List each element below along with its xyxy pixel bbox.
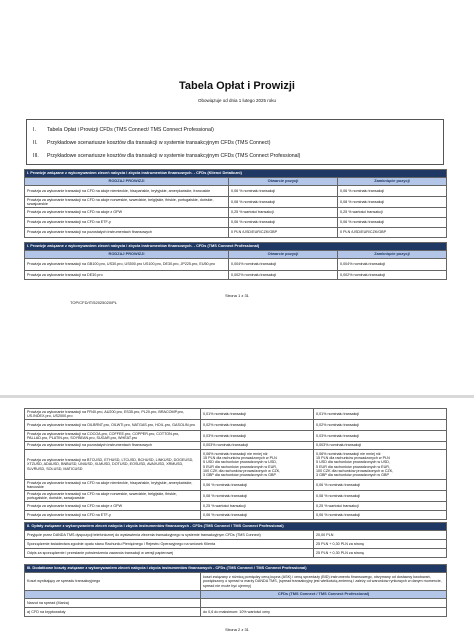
table-row bbox=[25, 540, 447, 549]
table-cell: 0,06 % nominału transakcji bbox=[314, 480, 447, 491]
table-cell: 0,004% nominału transakcji bbox=[338, 259, 447, 271]
table-cell: 0,06 % nominału transakcji bbox=[201, 480, 314, 491]
toc-item-2[interactable] bbox=[33, 140, 270, 146]
table-cell: 0,03% nominału transakcji bbox=[201, 431, 314, 442]
table-row bbox=[25, 409, 447, 420]
table-cell: Prowizja za wykonanie transakcji na CFD na ETF-y bbox=[25, 218, 229, 228]
commission-table-retail bbox=[24, 169, 447, 238]
table-cell: Prowizja za wykonanie transakcji na BTCUSD, ETHUSD, LTCUSD, BCHUSD, LINKUSD, DOGEUSD, XTZUSD, ADAUSD, BNBUSD, UNIUSD, XLMUSD, DOTUSD, EOSUSD, AVAXUSD, XRMUSD, SLVRUSD, SOLUSD, MATICUSD bbox=[25, 450, 201, 480]
table-cell: 0,06 % nominału transakcji bbox=[229, 218, 338, 228]
toc-number: I. bbox=[33, 127, 36, 133]
column-header: Zamknięcie pozycji bbox=[338, 251, 447, 259]
table-cell: Prowizja za wykonanie transakcji na DE30.pro bbox=[25, 271, 229, 280]
table-cell: 0,06 % nominału transakcji bbox=[338, 186, 447, 197]
table-cell: Prowizja za wykonanie transakcji na CFD na akcje niemieckie, hiszpańskie, brytyjskie, amerykańskie, francuskie bbox=[25, 480, 201, 491]
table-cell: koszt związany z różnicą pomiędzy ceną kupna (ASK) i ceną sprzedaży (BID) instrumentu finansowego, otrzymany od dostawcy kwotowań, powiększony o spread w marży DANDA TMS, (spread transakcyjny jest wielkością zmienną i zależy od warunków rynkowych w danym momencie, spread nie może być ujemny) bbox=[201, 573, 447, 591]
column-header bbox=[25, 591, 201, 599]
table-cell: a) CFD na kryptowaluty bbox=[25, 608, 201, 617]
table-row bbox=[25, 208, 447, 218]
table-cell: Prowizja za wykonanie transakcji na OILBRNT.pro, OILWTI.pro, NATGAS.pro, HOIL.pro, GASOLIN.pro bbox=[25, 420, 201, 431]
document-page-2 bbox=[0, 398, 474, 632]
table-row bbox=[25, 186, 447, 197]
column-header: Otwarcie pozycji bbox=[229, 178, 338, 186]
section-header bbox=[25, 565, 447, 573]
column-header: CFDs (TMS Connect / TMS Connect Professional) bbox=[201, 591, 447, 599]
table-row bbox=[25, 608, 447, 617]
table-cell: 0,003% nominału transakcji bbox=[201, 442, 314, 450]
column-header-row bbox=[25, 178, 447, 186]
table-cell: Narzut na spread (Marża) bbox=[25, 599, 201, 608]
table-cell bbox=[201, 599, 447, 608]
page-number: Strona 1 z 31 bbox=[225, 293, 249, 298]
table-cell: 0,06 % nominału transakcji bbox=[338, 218, 447, 228]
toc-text: Tabela Opłat i Prowizji CFDs (TMS Connect/ TMS Connect Professional) bbox=[47, 127, 214, 133]
table-cell: 0,03% nominału transakcji bbox=[314, 431, 447, 442]
table-cell: Prowizja za wykonanie transakcji na pozostałych instrumentach finansowych bbox=[25, 228, 229, 238]
column-header-row bbox=[25, 591, 447, 599]
table-row bbox=[25, 259, 447, 271]
table-cell: 0 PLN /USD/EUR/CZK/GBP bbox=[338, 228, 447, 238]
table-cell: Prowizja za wykonanie transakcji na FR40.pro, AU200.pro, ES35.pro, PL20.pro, BRACOMP.pro, US.INDEX.pro, US2000.pro bbox=[25, 409, 201, 420]
table-cell: Prowizja za wykonanie transakcji na CFD na akcje norweskie, szwedzkie, belgijskie, fińskie, portugalskie, duńskie, szwajcarskie bbox=[25, 197, 229, 208]
toc-item-1[interactable] bbox=[33, 127, 214, 133]
table-cell: Prowizja za wykonanie transakcji na CFD na akcje z GPW bbox=[25, 208, 229, 218]
table-cell: Prowizja za wykonanie transakcji na pozostałych instrumentach finansowych bbox=[25, 442, 201, 450]
table-cell: 0,01% nominału transakcji bbox=[314, 409, 447, 420]
table-cell: 0,01% nominału transakcji bbox=[201, 409, 314, 420]
table-cell: Prowizja za wykonanie transakcji na CFD na akcje norweskie, szwedzkie, belgijskie, fińskie, portugalskie, duńskie, szwajcarskie bbox=[25, 491, 201, 502]
column-header: RODZAJ PROWIZJI bbox=[25, 178, 229, 186]
table-row bbox=[25, 450, 447, 480]
page-number: Strona 2 z 31 bbox=[225, 627, 249, 632]
table-cell: 25 PLN + 0,30 PLN za stronę bbox=[314, 540, 447, 549]
table-cell: 0,25 % wartości transakcji bbox=[201, 502, 314, 511]
table-cell: 25 PLN + 0,30 PLN za stronę bbox=[314, 549, 447, 558]
column-header: RODZAJ PROWIZJI bbox=[25, 251, 229, 259]
table-row bbox=[25, 271, 447, 280]
table-cell: do 0,6 do maksimum: 10% wartości ceny bbox=[201, 608, 447, 617]
table-cell: 0,08 % nominału transakcji bbox=[314, 491, 447, 502]
table-cell: 0,02% nominału transakcji bbox=[314, 420, 447, 431]
table-cell: Prowizja za wykonanie transakcji na CFD na ETF-y bbox=[25, 511, 201, 520]
section-header-text: I. Prowizje związane z wykonywaniem zleceń nabycia i zbycia instrumentów finansowych. - CFDs (Klienci Detaliczni) bbox=[25, 170, 447, 178]
section-header-text: III. Dodatkowe koszty związane z wykonywaniem zleceń nabycia i zbycia instrumentów finansowych - CFDs (TMS Connect / TMS Connect Professional) bbox=[25, 565, 447, 573]
table-cell: Odpis za sporządzenie i przesłanie potwierdzenia zawarcia transakcji w wersji papierowej bbox=[25, 549, 314, 558]
table-cell: 0,25 % wartości transakcji bbox=[338, 208, 447, 218]
table-row bbox=[25, 197, 447, 208]
table-cell: Prowizja za wykonanie transakcji na COCOA.pro, COFFEE.pro, COPPER.pro, COTTON.pro, PALLAD.pro, PLATIN.pro, SOYBEAN.pro, SUGAR.pro, WHEAT.pro bbox=[25, 431, 201, 442]
table-cell: 0,06 % nominału transakcji bbox=[201, 511, 314, 520]
table-cell: 0,25 % wartości transakcji bbox=[314, 502, 447, 511]
document-subtitle: Obowiązuje od dnia 1 lutego 2025 roku bbox=[197, 98, 277, 103]
section-header bbox=[25, 170, 447, 178]
fees-table bbox=[24, 522, 447, 558]
toc-text: Przykładowe scenariusze kosztów dla transakcji w systemie transakcyjnym CFDs (TMS Connect Professional) bbox=[47, 153, 301, 159]
table-cell: 0,08 % nominału transakcji bbox=[201, 491, 314, 502]
toc-number: III. bbox=[33, 153, 39, 159]
table-cell: Przyjęcie przez DANDA TMS dyspozycji telefonicznej do wystawienia zlecenia transakcyjnego w systemie transakcyjnym CFDs (TMS Connect) bbox=[25, 531, 314, 540]
table-cell: 0,06% nominału transakcji nie mniej niż 15 PLN dla rachunków prowadzonych w PLN 5 USD dla rachunków prowadzonych w USD, 5 EUR dla rachunków prowadzonych w EUR, 100 CZK dla rachunków prowadzonych w CZK, 3 GBP dla rachunków prowadzonych w GBP bbox=[201, 450, 314, 480]
table-cell: 0,06 % nominału transakcji bbox=[314, 511, 447, 520]
table-cell: Prowizja za wykonanie transakcji na CFD na akcje z GPW bbox=[25, 502, 201, 511]
table-row bbox=[25, 573, 447, 591]
table-cell: 0,02% nominału transakcji bbox=[201, 420, 314, 431]
table-cell: Koszt wynikający ze spreadu transakcyjnego bbox=[25, 573, 201, 591]
table-cell: 0,002% nominału transakcji bbox=[229, 271, 338, 280]
additional-costs-table bbox=[24, 564, 447, 617]
table-row bbox=[25, 442, 447, 450]
table-row bbox=[25, 431, 447, 442]
table-cell: 0,002% nominału transakcji bbox=[338, 271, 447, 280]
table-row bbox=[25, 599, 447, 608]
section-header-text: II. Opłaty związane z wykonywaniem zleceń nabycia i zbycia instrumentów finansowych - CFDs (TMS Connect / TMS Connect Professional) bbox=[25, 523, 447, 531]
table-cell: 0 PLN /USD/EUR/CZK/GBP bbox=[229, 228, 338, 238]
table-row bbox=[25, 549, 447, 558]
toc-text: Przykładowe scenariusze kosztów dla transakcji w systemie transakcyjnym CFDs (TMS Connect) bbox=[47, 140, 271, 146]
section-header bbox=[25, 523, 447, 531]
table-row bbox=[25, 420, 447, 431]
table-cell: Sporządzenie świadectwa zgodnie opatu stanu Rachunku Pieniężnego i Rejestru Operacyjnego na wniosek Klienta bbox=[25, 540, 314, 549]
table-row bbox=[25, 491, 447, 502]
commission-table-continued bbox=[24, 408, 447, 520]
table-row bbox=[25, 480, 447, 491]
table-row bbox=[25, 218, 447, 228]
table-cell: 0,08 % nominału transakcji bbox=[229, 197, 338, 208]
table-cell: Prowizja za wykonanie transakcji na GB100.pro, US30.pro, US500.pro US100.pro, DE30.pro, JP225.pro, EU50.pro bbox=[25, 259, 229, 271]
table-cell: 0,06 % nominału transakcji bbox=[229, 186, 338, 197]
toc-item-3[interactable] bbox=[33, 153, 300, 159]
table-cell: 20,00 PLN bbox=[314, 531, 447, 540]
document-reference: TOP/CFD/IT/52025020/PL bbox=[70, 300, 118, 305]
section-header bbox=[25, 243, 447, 251]
table-cell: 0,06% nominału transakcji nie mniej niż 15 PLN dla rachunków prowadzonych w PLN 5 USD dla rachunków prowadzonych w USD, 5 EUR dla rachunków prowadzonych w EUR, 100 CZK dla rachunków prowadzonych w CZK, 3 GBP dla rachunków prowadzonych w GBP bbox=[314, 450, 447, 480]
toc-number: II. bbox=[33, 140, 38, 146]
table-row bbox=[25, 531, 447, 540]
table-cell: 0,08 % nominału transakcji bbox=[338, 197, 447, 208]
table-row bbox=[25, 228, 447, 238]
table-row bbox=[25, 511, 447, 520]
table-cell: 0,25 % wartości transakcji bbox=[229, 208, 338, 218]
column-header: Otwarcie pozycji bbox=[229, 251, 338, 259]
table-cell: 0,003% nominału transakcji bbox=[314, 442, 447, 450]
table-cell: Prowizja za wykonanie transakcji na CFD na akcje niemieckie, hiszpańskie, brytyjskie, amerykańskie, francuskie bbox=[25, 186, 229, 197]
column-header: Zamknięcie pozycji bbox=[338, 178, 447, 186]
document-title: Tabela Opłat i Prowizji bbox=[179, 80, 295, 92]
column-header-row bbox=[25, 251, 447, 259]
table-cell: 0,004% nominału transakcji bbox=[229, 259, 338, 271]
table-row bbox=[25, 502, 447, 511]
section-header-text: I. Prowizje związane z wykonywaniem zleceń nabycia i zbycia instrumentów finansowych. - CFDs (TMS Connect Professional) bbox=[25, 243, 447, 251]
commission-table-professional bbox=[24, 242, 447, 280]
table-of-contents bbox=[26, 119, 444, 165]
